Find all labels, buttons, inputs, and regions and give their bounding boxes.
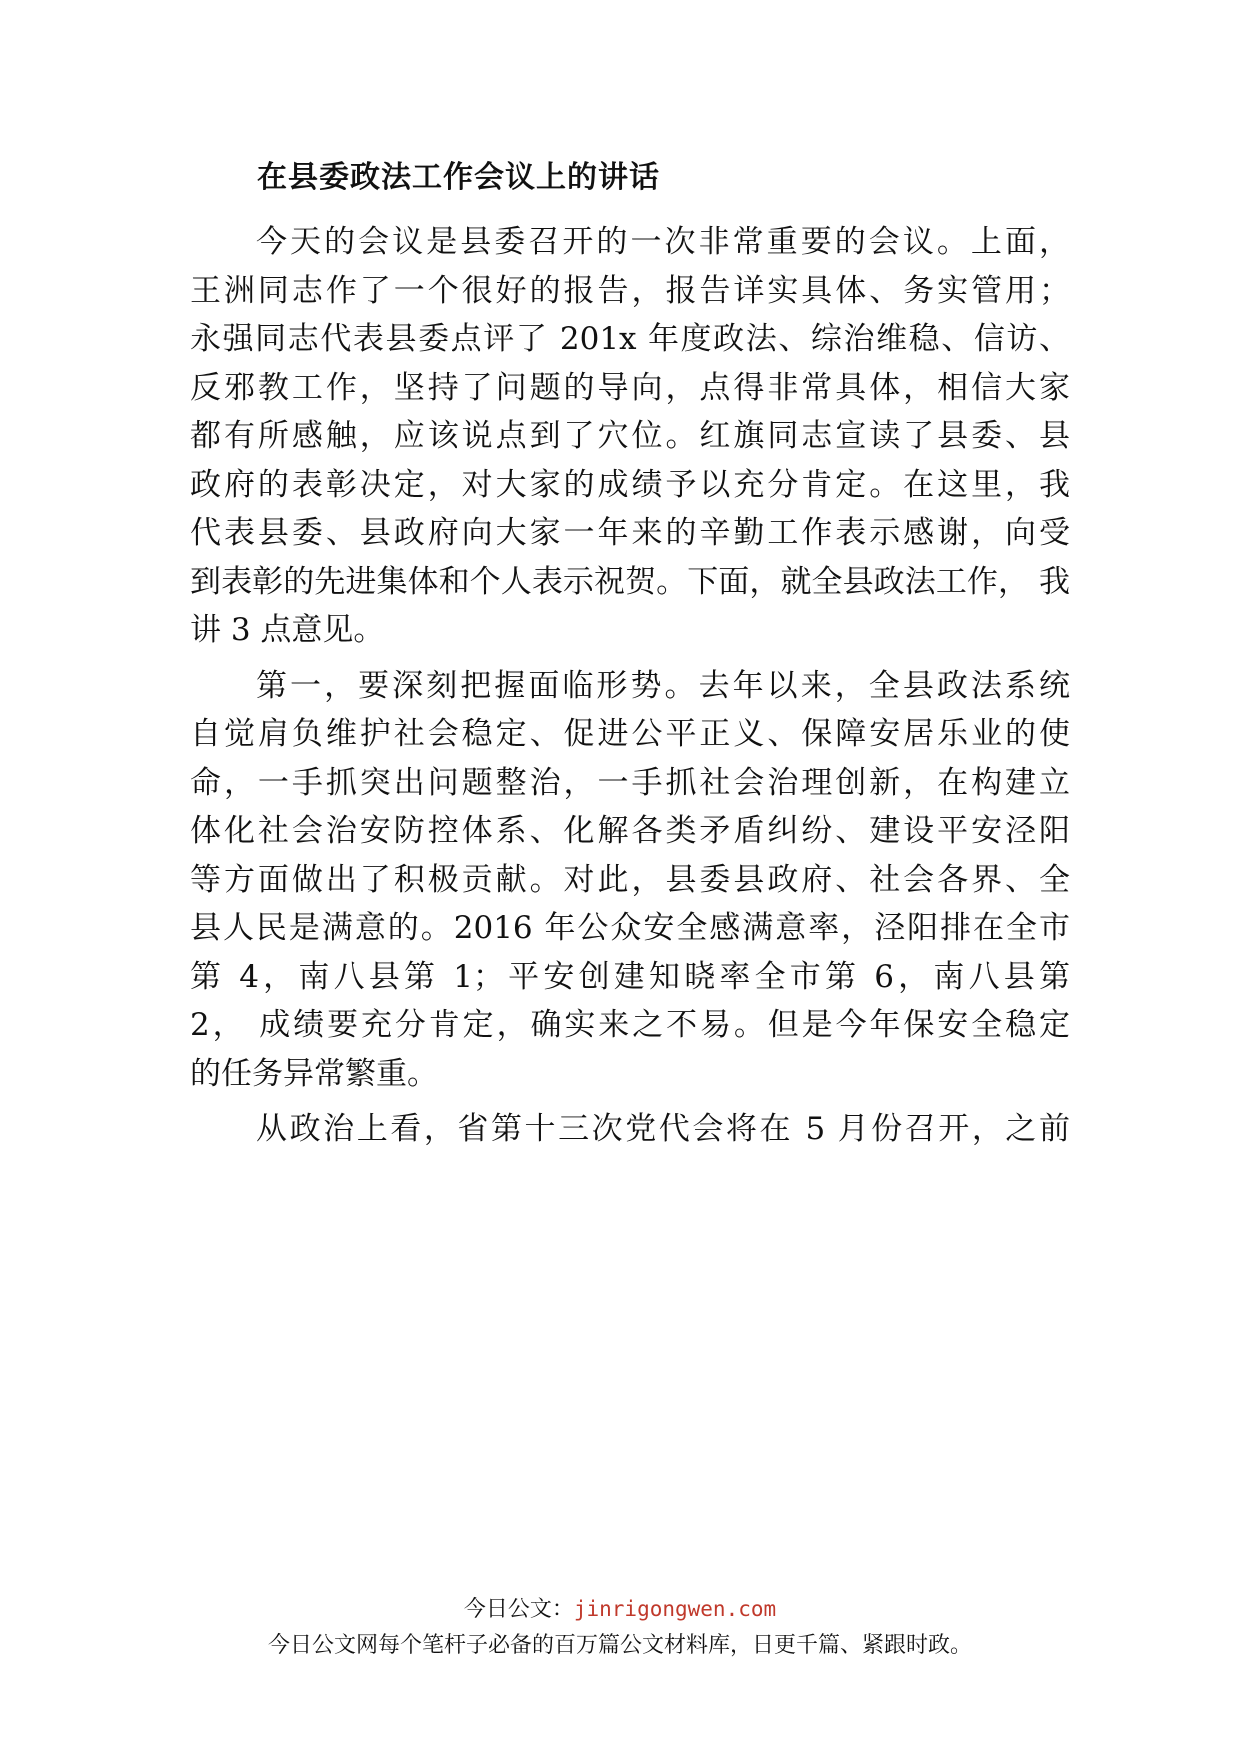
text-line: 县人民是满意的。2016 年公众安全感满意率，泾阳排在全市 [190, 910, 1070, 946]
text-line: 自觉肩负维护社会稳定、促进公平正义、保障安居乐业的使 [190, 716, 1070, 752]
text-line: 第 4，南八县第 1；平安创建知晓率全市第 6，南八县第 [190, 958, 1070, 995]
text-line: 的任务异常繁重。 [190, 1055, 438, 1092]
text-line: 等方面做出了积极贡献。对此，县委县政府、社会各界、全 [190, 861, 1070, 898]
text-line: 2， 成绩要充分肯定，确实来之不易。但是今年保安全稳定 [190, 1007, 1070, 1043]
paragraph [190, 218, 1070, 655]
footer-site-link[interactable]: jinrigongwen.com [573, 1597, 777, 1621]
text-line: 反邪教工作，坚持了问题的导向，点得非常具体，相信大家 [190, 369, 1070, 406]
text-line: 体化社会治安防控体系、化解各类矛盾纠纷、建设平安泾阳 [190, 813, 1070, 849]
document-title: 在县委政法工作会议上的讲话 [257, 160, 660, 195]
text-line: 代表县委、县政府向大家一年来的辛勤工作表示感谢，向受 [190, 515, 1070, 551]
text-line: 今天的会议是县委召开的一次非常重要的会议。上面， [256, 224, 1070, 260]
text-line: 讲 3 点意见。 [190, 612, 385, 648]
footer-site [0, 1593, 1240, 1626]
paragraph [190, 1105, 1070, 1154]
text-line: 都有所感触，应该说点到了穴位。红旗同志宣读了县委、县 [190, 418, 1070, 454]
document-body [190, 218, 1070, 1161]
text-line: 从政治上看，省第十三次党代会将在 5 月份召开，之前 [256, 1111, 1070, 1147]
text-line: 到表彰的先进集体和个人表示祝贺。下面，就全县政法工作， 我 [190, 563, 1070, 600]
text-line: 王洲同志作了一个很好的报告，报告详实具体、务实管用； [190, 272, 1070, 309]
footer-tagline: 今日公文网每个笔杆子必备的百万篇公文材料库，日更千篇、紧跟时政。 [267, 1633, 972, 1658]
text-line: 命，一手抓突出问题整治，一手抓社会治理创新，在构建立 [190, 764, 1070, 801]
footer-site-label: 今日公文： [463, 1597, 574, 1622]
paragraph [190, 662, 1070, 1099]
text-line: 政府的表彰决定，对大家的成绩予以充分肯定。在这里，我 [190, 466, 1070, 503]
text-line: 第一，要深刻把握面临形势。去年以来，全县政法系统 [256, 667, 1070, 704]
text-line: 永强同志代表县委点评了 201x 年度政法、综治维稳、信访、 [190, 321, 1070, 357]
